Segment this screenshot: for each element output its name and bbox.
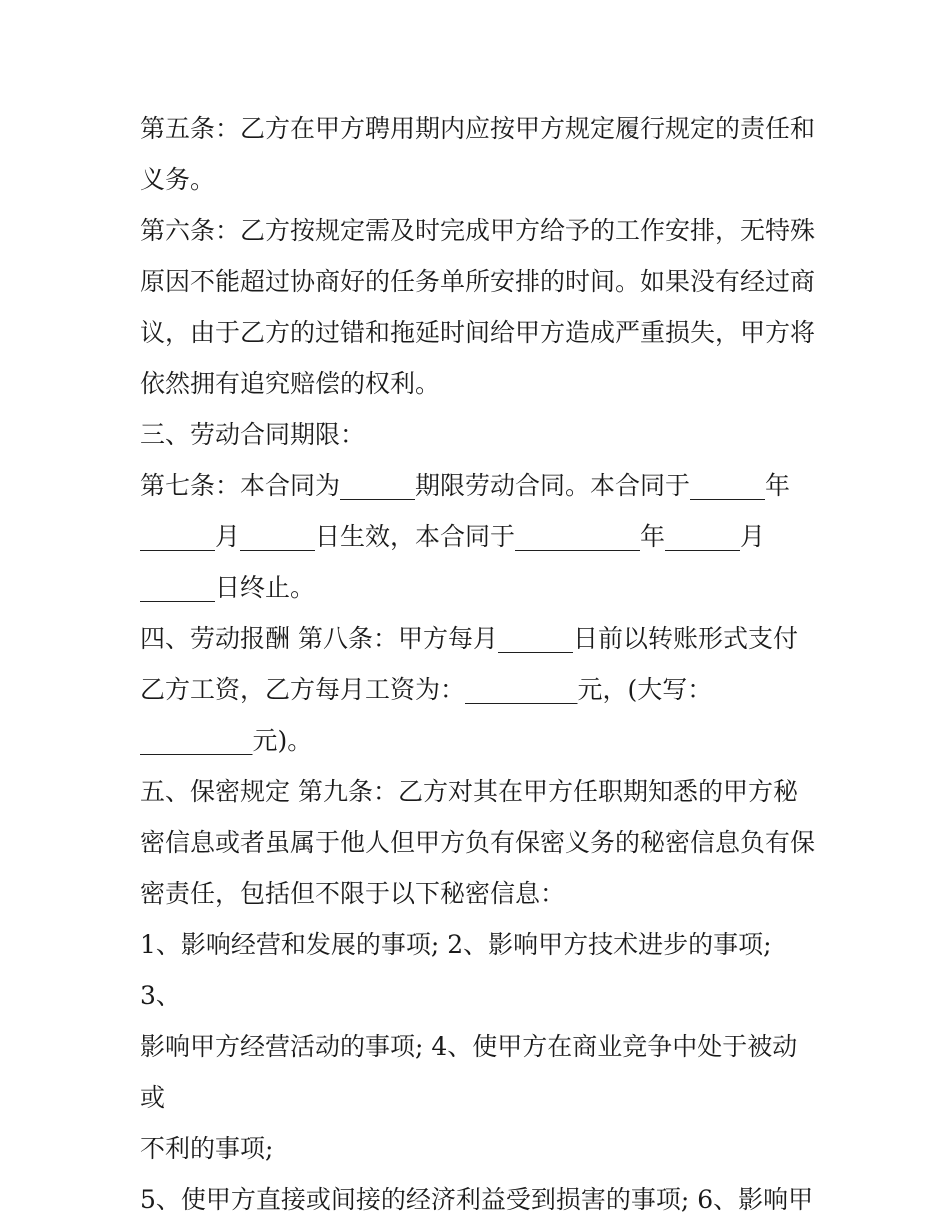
line-article-8-b: 乙方工资，乙方每月工资为：_________元，(大写： [140,675,713,704]
section-heading-contract-term: 三、劳动合同期限： [140,420,366,449]
line-secret-items-c: 不利的事项; [140,1134,274,1163]
line-article-8-a: 四、劳动报酬 第八条：甲方每月______日前以转账形式支付 [140,624,798,653]
line-article-6-c: 议，由于乙方的过错和拖延时间给甲方造成严重损失，甲方将 [140,318,816,347]
line-article-8-c: _________元)。 [140,726,313,755]
line-secret-items-b: 影响甲方经营活动的事项; 4、使甲方在商业竞争中处于被动或 [140,1032,798,1112]
line-article-7-c: ______日终止。 [140,573,316,602]
line-secret-items-d: 5、使甲方直接或间接的经济利益受到损害的事项; 6、影响甲 [140,1185,814,1214]
line-article-6-d: 依然拥有追究赔偿的权利。 [140,369,441,398]
line-article-6-b: 原因不能超过协商好的任务单所安排的时间。如果没有经过商 [140,267,816,296]
line-article-7-b: ______月______日生效，本合同于__________年______月 [140,522,766,551]
line-article-5-a: 第五条：乙方在甲方聘用期内应按甲方规定履行规定的责任和 [140,114,816,143]
line-article-9-a: 五、保密规定 第九条：乙方对其在甲方任职期知悉的甲方秘 [140,777,798,806]
document-body [140,103,820,1225]
line-secret-items-a: 1、影响经营和发展的事项; 2、影响甲方技术进步的事项; 3、 [140,930,772,1010]
line-article-6-a: 第六条：乙方按规定需及时完成甲方给予的工作安排，无特殊 [140,216,816,245]
line-article-7-a: 第七条：本合同为______期限劳动合同。本合同于______年 [140,471,791,500]
line-article-9-b: 密信息或者虽属于他人但甲方负有保密义务的秘密信息负有保 [140,828,816,857]
line-article-9-c: 密责任，包括但不限于以下秘密信息： [140,879,566,908]
line-article-5-b: 义务。 [140,165,216,194]
